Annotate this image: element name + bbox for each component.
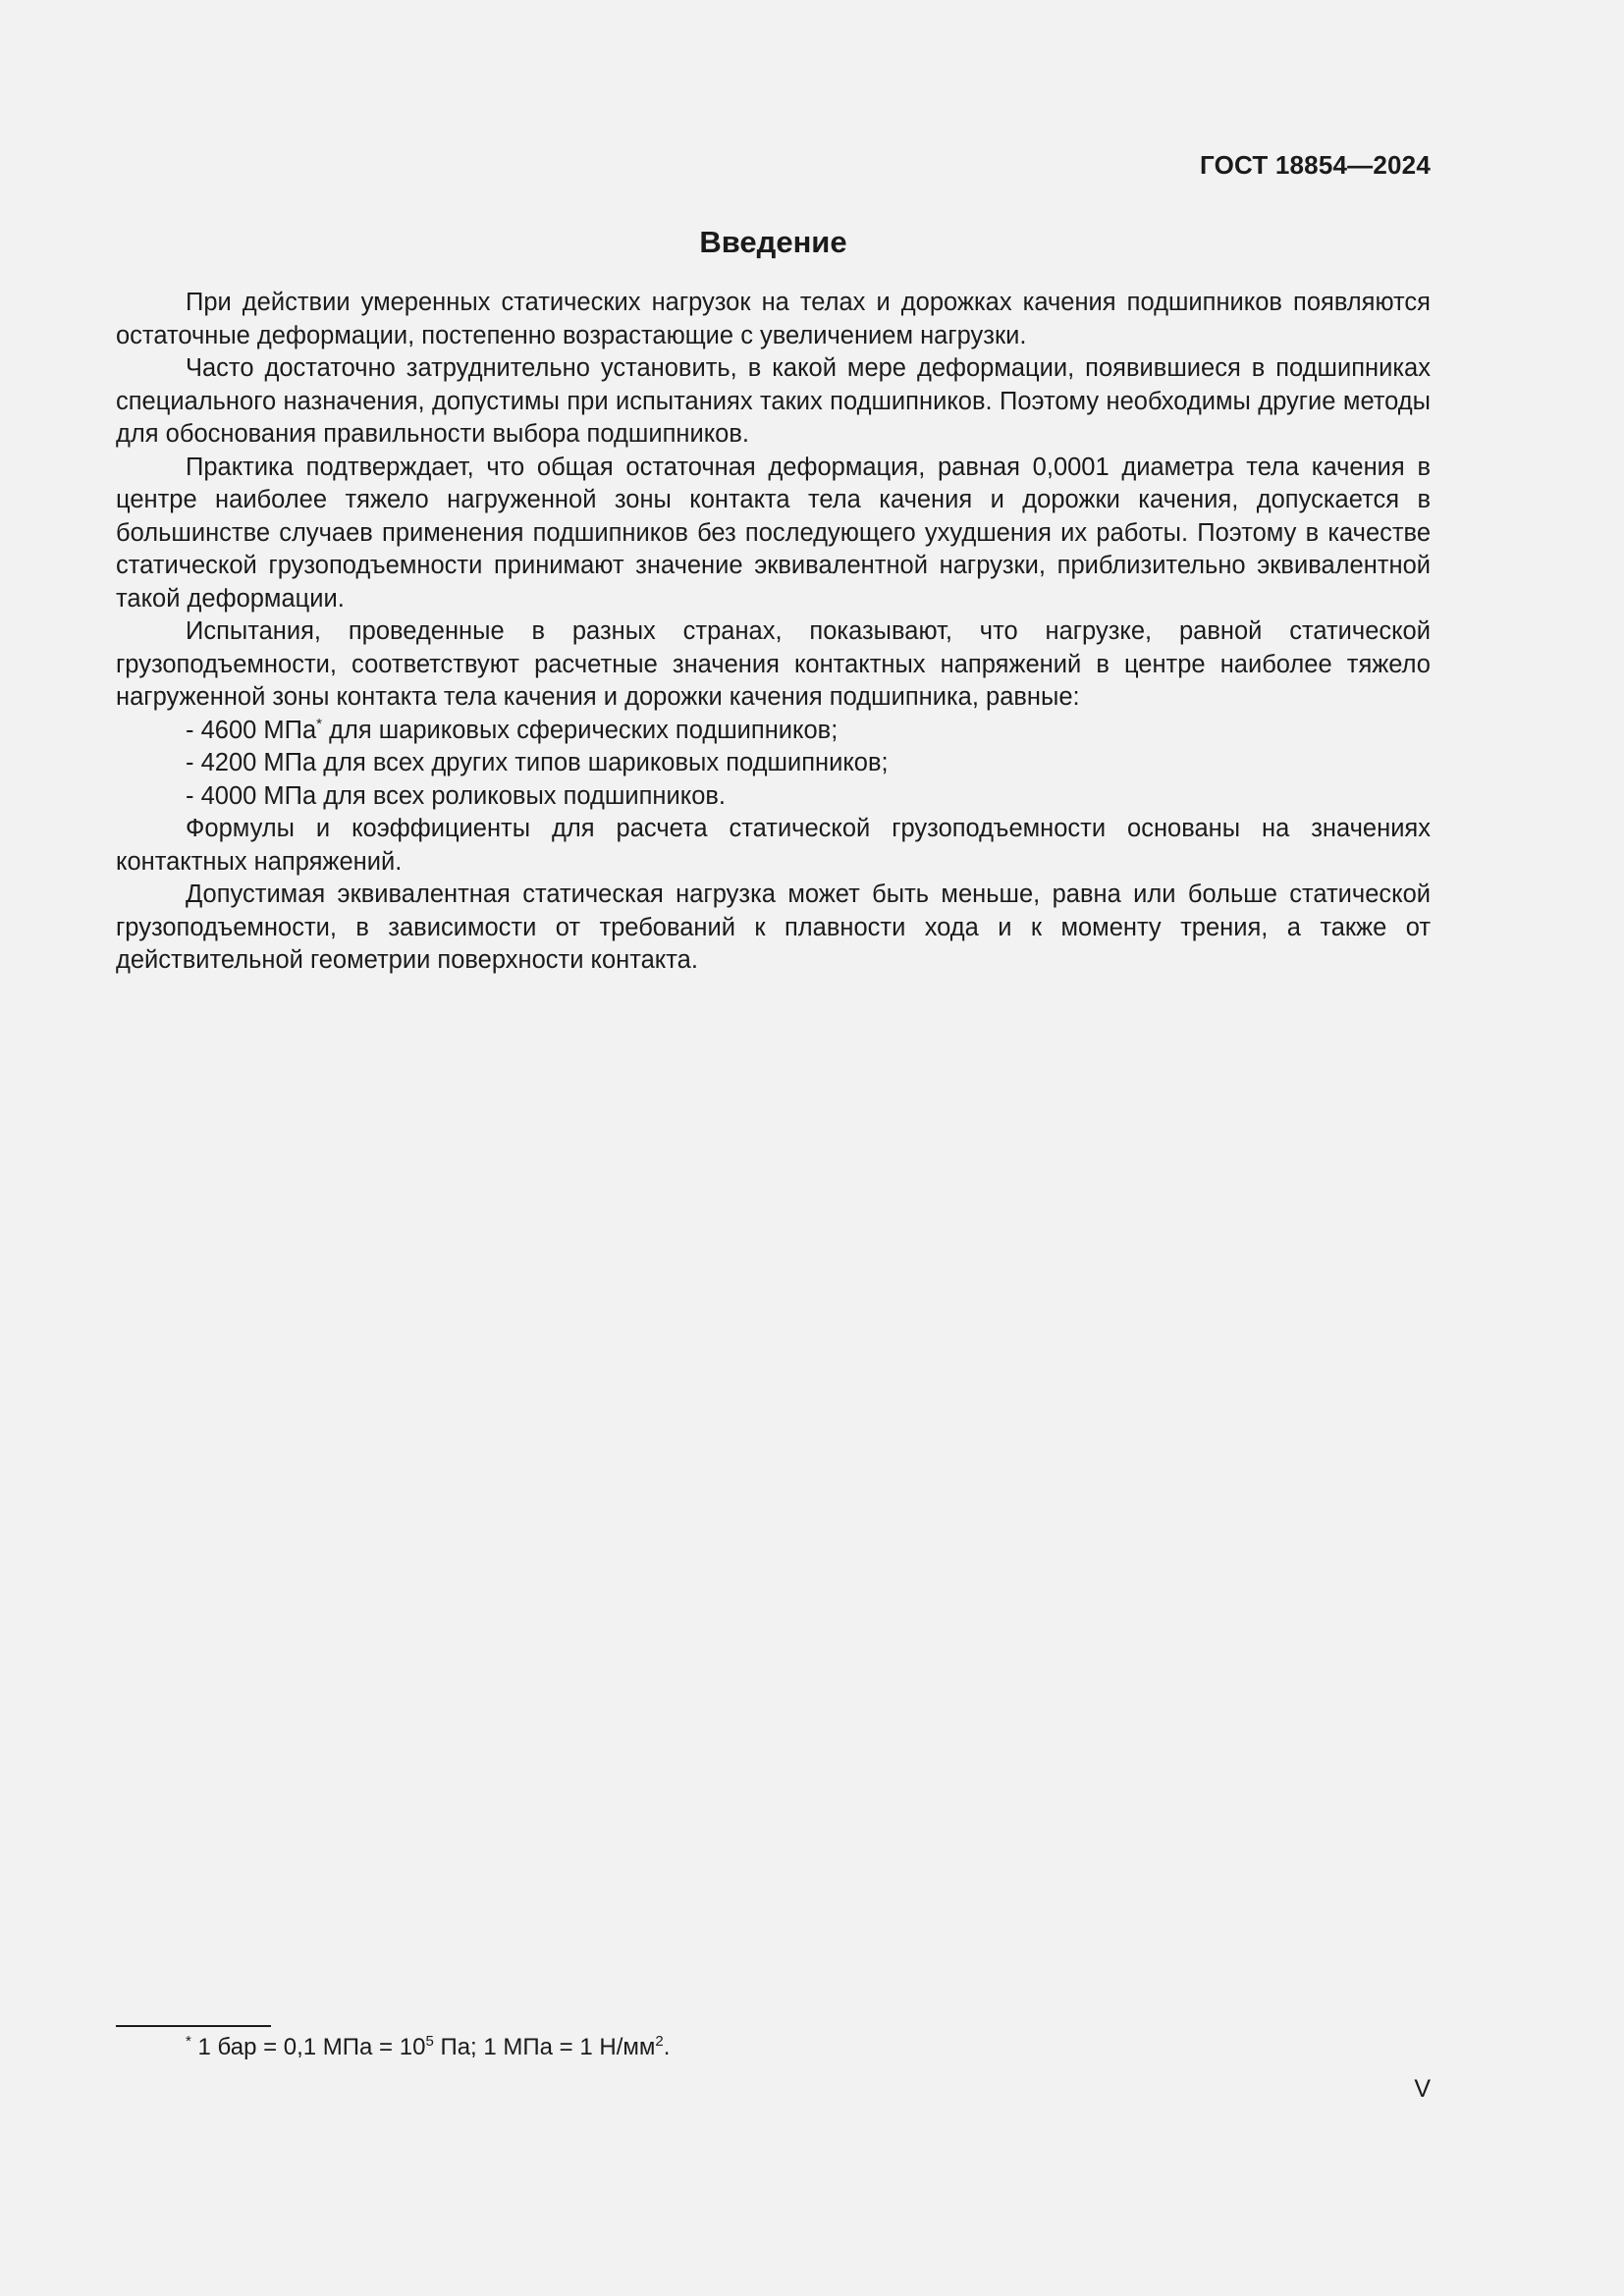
footnote-exponent: 5 — [425, 2033, 434, 2050]
introduction-body — [116, 287, 1431, 978]
list-item: - 4000 МПа для всех роликовых подшипников. — [186, 781, 727, 810]
list-item: - 4200 МПа для всех других типов шариковых подшипников; — [186, 749, 889, 776]
paragraph: Допустимая эквивалентная статическая нагрузка может быть меньше, равна или больше статической грузоподъемности, в зависимости от требований к плавности хода и к моменту трения, а также от действительной геометрии поверхности контакта. — [116, 881, 1431, 974]
section-title: Введение — [699, 225, 847, 259]
list-item-value: - 4600 МПа — [186, 716, 317, 744]
paragraph: Часто достаточно затруднительно установить, в какой мере деформации, появившиеся в подшипниках специального назначения, допустимы при испытаниях таких подшипников. Поэтому необходимы другие методы для обоснования правильности выбора подшипников. — [116, 354, 1431, 448]
standard-code-header: ГОСТ 18854—2024 — [1200, 150, 1431, 180]
footnote-text: Па; 1 МПа = 1 Н/мм — [433, 2034, 656, 2060]
footnote-mark: * — [186, 2033, 191, 2050]
paragraph: Формулы и коэффициенты для расчета статической грузоподъемности основаны на значениях контактных напряжений. — [116, 815, 1431, 876]
footnote-reference: * — [316, 715, 322, 732]
footnote-divider — [116, 2025, 271, 2027]
paragraph: При действии умеренных статических нагрузок на телах и дорожках качения подшипников появляются остаточные деформации, постепенно возрастающие с увеличением нагрузки. — [116, 289, 1431, 349]
list-item — [116, 715, 1431, 748]
footnote-exponent: 2 — [655, 2033, 664, 2050]
footnote-text: 1 бар = 0,1 МПа = 10 — [190, 2034, 426, 2060]
page-number: V — [1414, 2075, 1431, 2103]
paragraph: Испытания, проведенные в разных странах, показывают, что нагрузке, равной статической грузоподъемности, соответствуют расчетные значения контактных напряжений в центре наиболее тяжело нагруженной зоны контакта тела качения и дорожки качения подшипника, равные: — [116, 617, 1431, 711]
document-page — [116, 0, 1431, 2296]
list-item-text: для шариковых сферических подшипников; — [321, 716, 839, 744]
paragraph: Практика подтверждает, что общая остаточная деформация, равная 0,0001 диаметра тела качения в центре наиболее тяжело нагруженной зоны контакта тела качения и дорожки качения, допускается в большинстве случаев применения подшипников без последующего ухудшения их работы. Поэтому в качестве статической грузоподъемности принимают значение эквивалентной нагрузки, приблизительно эквивалентной такой деформации. — [116, 453, 1431, 613]
footnote — [186, 2032, 670, 2063]
footnote-text: . — [663, 2034, 671, 2060]
